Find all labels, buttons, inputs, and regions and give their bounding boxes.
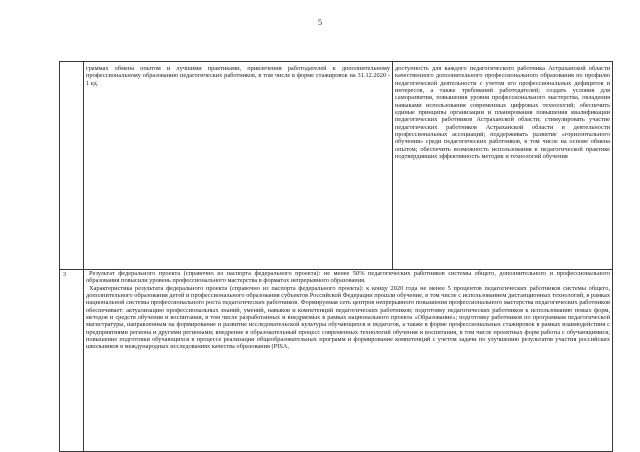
row-number-cell [60, 62, 84, 270]
table-row [60, 62, 613, 270]
result-paragraph: Результат федерального проекта (справочно из паспорта федерального проекта): не менее 50% педагогических работников системы общего, дополнительного и профессионального образования повысили уровень профессионального мастерства в форматах непрерывного образования. [86, 270, 610, 285]
indicator-cell [84, 62, 393, 270]
characteristic-paragraph: Характеристика результата федерального проекта (справочно из паспорта федерального проекта): к концу 2020 года не менее 5 процентов педагогических работников системы общего, дополнительного образования детей и профессионального образования субъектов Российской Федерации прошли обучение, в том числе с использованием дистанционных технологий, в рамках национальной системы профессионального роста педагогических работников. Формируемая сеть центров непрерывного повышения профессионального мастерства педагогических работников обеспечивает: актуализацию профессиональных знаний, умений, навыков и компетенций педагогических работников; подготовку педагогических работников к использованию новых форм, методов и средств обучения и воспитания, в том числе разработанных и внедряемых в рамках национального проекта «Образование»; подготовку работников по программам педагогической магистратуры, направленным на формирование и развитие исследовательской культуры обучающихся и педагогов, а также в форме профессиональных стажировок в рамках взаимодействия с предприятиями региона и другими регионами; внедрение в образовательный процесс современных технологий обучения и воспитания, в том числе проектных форм работы с обучающимися; повышение подготовки обучающихся в процессе реализации общеобразовательных программ и формирование компетенций с учетом задачи по улучшению результатов участия российских школьников в международных исследованиях качества образования (PISA, [86, 284, 610, 351]
expected-effect-cell [393, 62, 613, 270]
expected-effect-text: доступность для каждого педагогического работника Астраханской области качественного дополнительного профессионального образования по профилю педагогической деятельности с учетом его профессиональных дефицитов и интересов, а также требований работодателей; создать условия для саморазвития, повышения уровня профессионального мастерства, овладения навыками использования современных цифровых технологий; обеспечить единые принципы организации и планирования повышения квалификации педагогических работников Астраханской области; стимулировать участие педагогических работников Астраханской области в деятельности профессиональных ассоциаций; поддерживать развитие «горизонтального обучения» среди педагогических работников, в том числе на основе обмена опытом; обеспечить возможность использования в педагогической практике подтвердивших эффективность методик и технологий обучения [395, 65, 610, 161]
page-number: 5 [318, 18, 322, 27]
result-cell [84, 270, 613, 452]
indicator-text: граммах обмена опытом и лучшими практиками, привлечения работодателей к дополнительному профессиональному образованию педагогических работников, в том числе в форме стажировок на 31.12.2020 - 1 ед. [86, 65, 390, 87]
table-row [60, 270, 613, 452]
document-table [59, 61, 613, 452]
row-number: 3 [60, 270, 84, 452]
